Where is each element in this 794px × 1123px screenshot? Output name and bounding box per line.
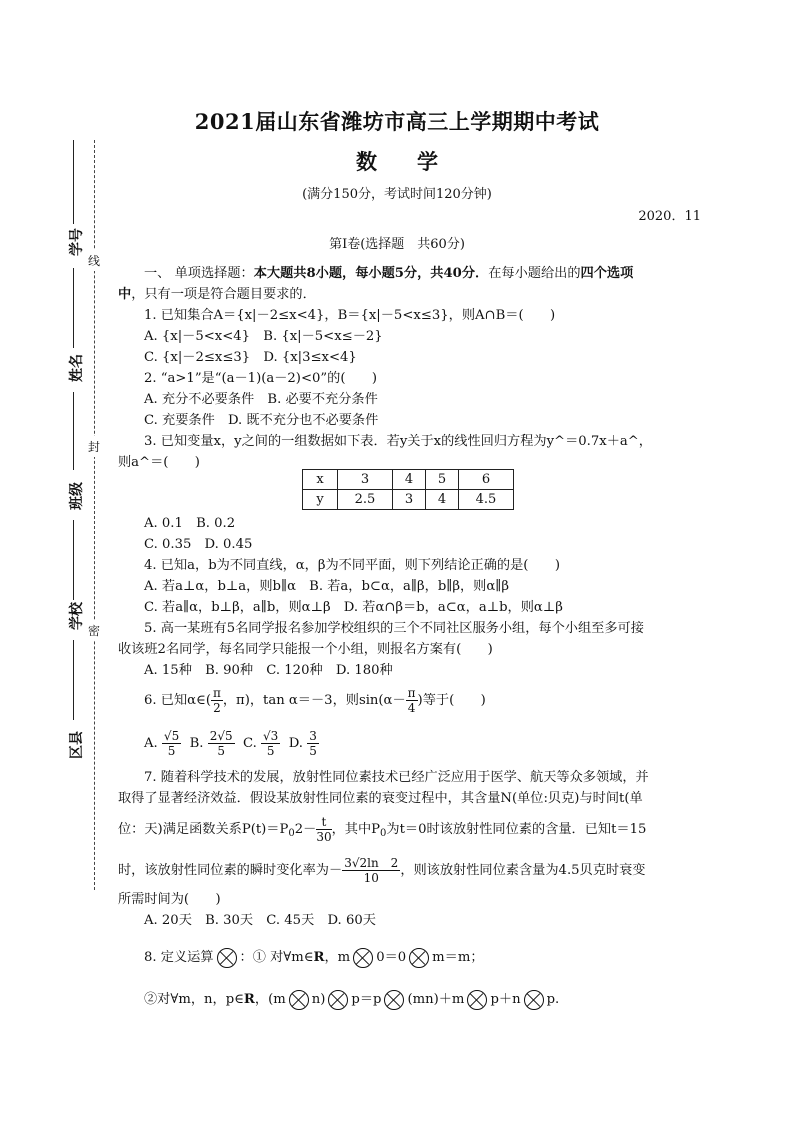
q1-options-ab: A. {x|－5<x<4} B. {x|－5<x≤－2} (144, 329, 383, 344)
otimes-icon (353, 948, 373, 968)
name-label: 姓名 (69, 354, 85, 382)
q8-line2: ②对∀m，n，p∈R，(m n) p＝p (mn)＋m p＋n p. (144, 987, 704, 1013)
q3-stem-line2: 则a^＝( ) (118, 455, 200, 470)
q4-options-ab: A. 若a⊥α，b⊥a，则b∥α B. 若a，b⊂α，a∥β，b∥β，则α∥β (144, 579, 509, 594)
option-c-fraction: $\frac{√3}{5}$ (263, 729, 279, 758)
q7-options: A. 20天 B. 30天 C. 45天 D. 60天 (144, 913, 376, 928)
q4-options-cd: C. 若a∥α，b⊥β，a∥b，则α⊥β D. 若α∩β＝b，a⊂α，a⊥b，则α⊥β (144, 600, 563, 615)
q3-data-table (302, 469, 514, 510)
q7-line5: 所需时间为( ) (118, 892, 221, 907)
option-b-fraction: $\frac{2√5}{5}$ (209, 729, 233, 758)
student-id-label: 学号 (69, 228, 85, 256)
otimes-icon (409, 948, 429, 968)
school-label: 学校 (69, 602, 85, 630)
q8-line1: 8. 定义运算 ：① 对∀m∈R，m 0＝0 m＝m； (144, 945, 704, 971)
district-label: 区县 (69, 731, 85, 759)
q3-stem: 3. 已知变量x，y之间的一组数据如下表．若y关于x的线性回归方程为y^＝0.7x＋a^， (144, 434, 652, 449)
fraction-rate: $\frac{3√2\ln 2}{10}$ (344, 856, 399, 885)
part1-intro-line2: 中，只有一项是符合题目要求的． (118, 287, 316, 302)
table-cell: 4 (393, 470, 426, 490)
q4-stem: 4. 已知a，b为不同直线，α，β为不同平面，则下列结论正确的是( ) (144, 558, 560, 573)
q1-stem: 1. 已知集合A＝{x|－2≤x<4}，B＝{x|－5<x≤3}，则A∩B＝( ) (144, 308, 556, 323)
name-blank[interactable] (73, 268, 74, 348)
q6-stem: 6. 已知α∈( $\frac{\pi}{2}$ ，π)，tan α＝－3，则sin(α－ $\frac{\pi}{4}$ )等于( ) (144, 686, 486, 715)
table-row (303, 490, 514, 510)
fraction-pi-over-4: $\frac{\pi}{4}$ (407, 686, 416, 715)
q2-stem: 2. “a>1”是“(a－1)(a－2)<0”的( ) (144, 371, 377, 386)
q7-line3: 位：天)满足函数关系$P(t)=P_02-$ $\frac{t}{30}$ ，其中$P_0$为t＝0时该放射性同位素的含量．已知t＝15 (118, 815, 647, 844)
q6-options: A. $\frac{√5}{5}$ B. $\frac{2√5}{5}$ C. $\frac{√3}{5}$ D. $\frac{3}{5}$ (144, 729, 317, 758)
subject-heading: 数学 (356, 149, 478, 174)
part1-intro: 一、 单项选择题：本大题共8小题，每小题5分，共40分．在每小题给出的四个选项 (144, 266, 634, 281)
q5-stem: 5. 高一某班有5名同学报名参加学校组织的三个不同社区服务小组，每个小组至多可接 (144, 621, 644, 636)
otimes-icon (467, 990, 487, 1010)
otimes-icon (524, 990, 544, 1010)
binding-mark-secret: 密 (86, 620, 102, 641)
q7-line1: 7. 随着科学技术的发展，放射性同位素技术已经广泛应用于医学、航天等众多领域，并 (144, 770, 649, 785)
otimes-icon (289, 990, 309, 1010)
table-cell: y (303, 490, 338, 510)
district-blank[interactable] (73, 640, 74, 720)
q3-options-ab: A. 0.1 B. 0.2 (144, 516, 236, 531)
table-cell: 4 (426, 490, 459, 510)
otimes-icon (217, 948, 237, 968)
school-blank[interactable] (73, 520, 74, 600)
q1-options-cd: C. {x|－2≤x≤3} D. {x|3≤x<4} (144, 350, 357, 365)
table-cell: 3 (393, 490, 426, 510)
q2-options-ab: A. 充分不必要条件 B. 必要不充分条件 (144, 392, 378, 407)
exam-title: 2021届山东省潍坊市高三上学期期中考试 (194, 109, 600, 134)
section-heading: 第Ⅰ卷(选择题 共60分) (329, 237, 465, 252)
otimes-icon (384, 990, 404, 1010)
table-cell: 4.5 (459, 490, 514, 510)
fraction-t-over-30: $\frac{t}{30}$ (316, 815, 332, 844)
class-blank[interactable] (73, 392, 74, 470)
option-a-fraction: $\frac{√5}{5}$ (163, 729, 180, 758)
table-cell: 3 (338, 470, 393, 490)
otimes-icon (328, 990, 348, 1010)
table-cell: 5 (426, 470, 459, 490)
exam-info: (满分150分，考试时间120分钟) (302, 187, 492, 202)
table-cell: 6 (459, 470, 514, 490)
exam-date: 2020．11 (638, 209, 701, 224)
table-cell: x (303, 470, 338, 490)
q3-options-cd: C. 0.35 D. 0.45 (144, 537, 253, 552)
option-d-fraction: $\frac{3}{5}$ (309, 729, 317, 758)
fraction-pi-over-2: $\frac{\pi}{2}$ (212, 686, 221, 715)
table-cell: 2.5 (338, 490, 393, 510)
binding-mark-line: 线 (86, 250, 102, 271)
q5-stem-line2: 收该班2名同学，每名同学只能报一个小组，则报名方案有( ) (118, 642, 493, 657)
q7-line2: 取得了显著经济效益．假设某放射性同位素的衰变过程中，其含量N(单位:贝克)与时间t(单 (118, 791, 643, 806)
binding-mark-seal: 封 (86, 436, 102, 457)
q5-options: A. 15种 B. 90种 C. 120种 D. 180种 (144, 663, 393, 678)
class-label: 班级 (69, 482, 85, 510)
q2-options-cd: C. 充要条件 D. 既不充分也不必要条件 (144, 413, 379, 428)
table-row (303, 470, 514, 490)
q7-line4: 时，该放射性同位素的瞬时变化率为－ $\frac{3√2\ln 2}{10}$ ，则该放射性同位素含量为4.5贝克时衰变 (118, 856, 646, 885)
